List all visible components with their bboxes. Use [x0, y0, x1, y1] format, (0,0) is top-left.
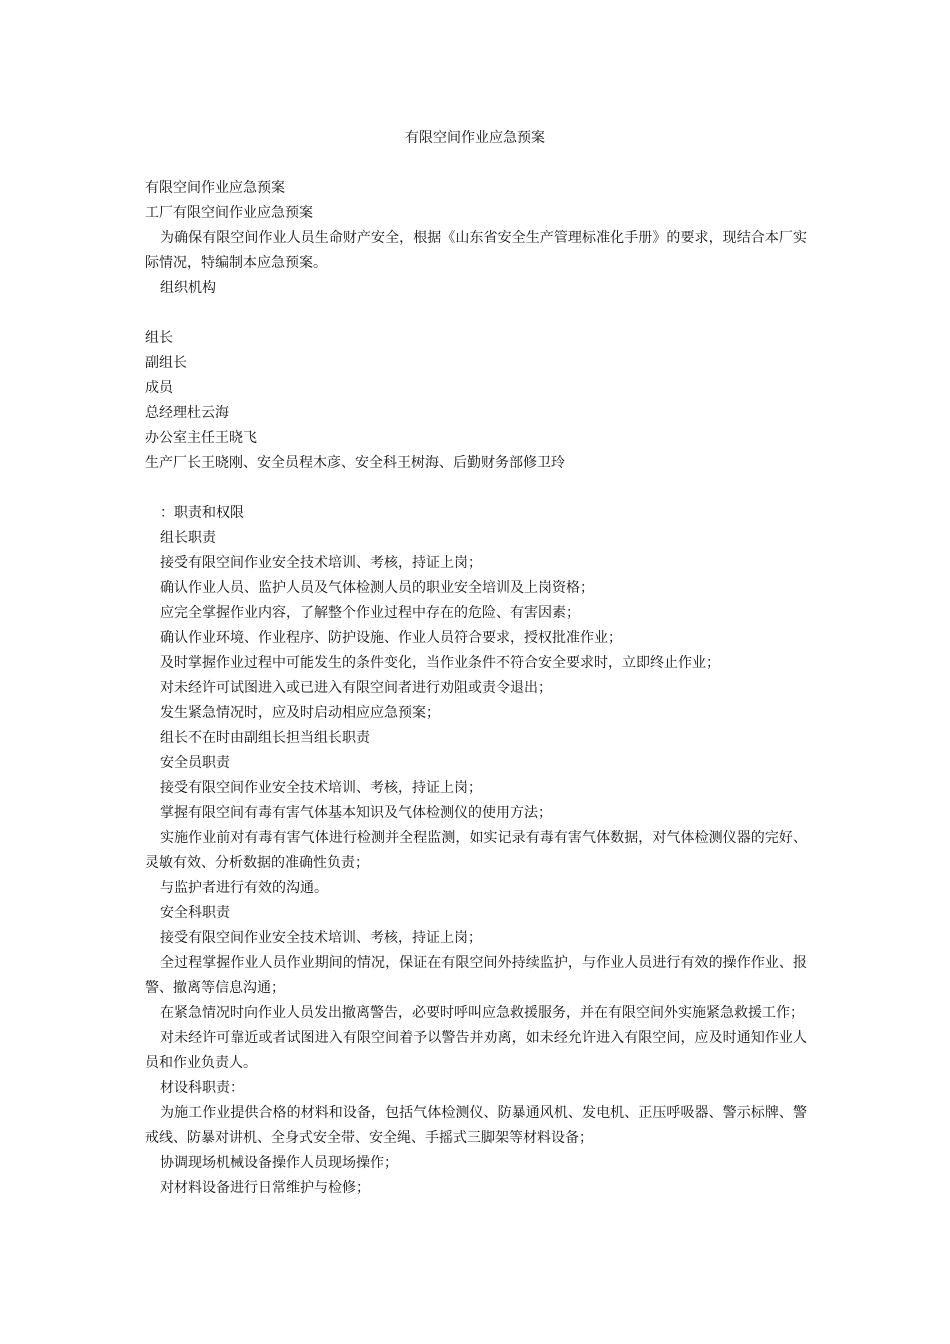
- list-item: 发生紧急情况时，应及时启动相应应急预案；: [160, 705, 440, 721]
- section-safety-dept-duties: 安全科职责: [160, 905, 230, 921]
- section-leader-duties: 组长职责: [160, 530, 216, 546]
- blank-line: [145, 301, 807, 326]
- list-item: 为施工作业提供合格的材料和设备，包括气体检测仪、防暴通风机、发电机、正压呼吸器、警示标牌、警戒线、防暴对讲机、全身式安全带、安全绳、手摇式三脚架等材料设备；: [145, 1105, 807, 1146]
- list-item: 全过程掌握作业人员作业期间的情况，保证在有限空间外持续监护，与作业人员进行有效的操作作业、报警、撤离等信息沟通；: [145, 955, 807, 996]
- document-title: 有限空间作业应急预案: [405, 130, 545, 146]
- section-organization: 组织机构: [160, 280, 216, 296]
- list-item: 组长不在时由副组长担当组长职责: [160, 730, 370, 746]
- list-item: 接受有限空间作业安全技术培训、考核，持证上岗；: [160, 930, 482, 946]
- paragraph-intro: 为确保有限空间作业人员生命财产安全，根据《山东省安全生产管理标准化手册》的要求，现结合本厂实际情况，特编制本应急预案。: [145, 230, 807, 271]
- list-item: 应完全掌握作业内容，了解整个作业过程中存在的危险、有害因素；: [160, 605, 580, 621]
- list-item: 对未经许可靠近或者试图进入有限空间着予以警告并劝离，如未经允许进入有限空间，应及时通知作业人员和作业负责人。: [145, 1030, 807, 1071]
- org-leader: 组长: [145, 330, 173, 346]
- blank-line: [145, 476, 807, 501]
- section-safety-officer-duties: 安全员职责: [160, 755, 230, 771]
- document-body: [145, 176, 807, 1201]
- org-office-director: 办公室主任王晓飞: [145, 430, 257, 446]
- list-item: 协调现场机械设备操作人员现场操作；: [160, 1155, 398, 1171]
- paragraph-subheading: 工厂有限空间作业应急预案: [145, 205, 313, 221]
- paragraph-heading: 有限空间作业应急预案: [145, 180, 285, 196]
- list-item: 对未经许可试图进入或已进入有限空间者进行劝阻或责令退出；: [160, 680, 552, 696]
- list-item: 与监护者进行有效的沟通。: [160, 880, 328, 896]
- section-duties: ：职责和权限: [160, 505, 244, 521]
- list-item: 对材料设备进行日常维护与检修；: [160, 1180, 370, 1196]
- list-item: 实施作业前对有毒有害气体进行检测并全程监测，如实记录有毒有害气体数据，对气体检测仪器的完好、灵敏有效、分析数据的准确性负责；: [145, 830, 807, 871]
- org-deputy-leader: 副组长: [145, 355, 187, 371]
- org-members: 成员: [145, 380, 173, 396]
- list-item: 及时掌握作业过程中可能发生的条件变化，当作业条件不符合安全要求时，立即终止作业；: [160, 655, 720, 671]
- list-item: 确认作业人员、监护人员及气体检测人员的职业安全培训及上岗资格；: [160, 580, 594, 596]
- org-general-manager: 总经理杜云海: [145, 405, 229, 421]
- list-item: 接受有限空间作业安全技术培训、考核，持证上岗；: [160, 780, 482, 796]
- list-item: 确认作业环境、作业程序、防护设施、作业人员符合要求，授权批准作业；: [160, 630, 622, 646]
- org-member-list: 生产厂长王晓刚、安全员程木彦、安全科王树海、后勤财务部修卫玲: [145, 455, 565, 471]
- list-item: 在紧急情况时向作业人员发出撤离警告，必要时呼叫应急救援服务，并在有限空间外实施紧急救援工作；: [160, 1005, 804, 1021]
- list-item: 接受有限空间作业安全技术培训、考核，持证上岗；: [160, 555, 482, 571]
- list-item: 掌握有限空间有毒有害气体基本知识及气体检测仪的使用方法；: [160, 805, 552, 821]
- section-materials-dept-duties: 材设科职责：: [160, 1080, 244, 1096]
